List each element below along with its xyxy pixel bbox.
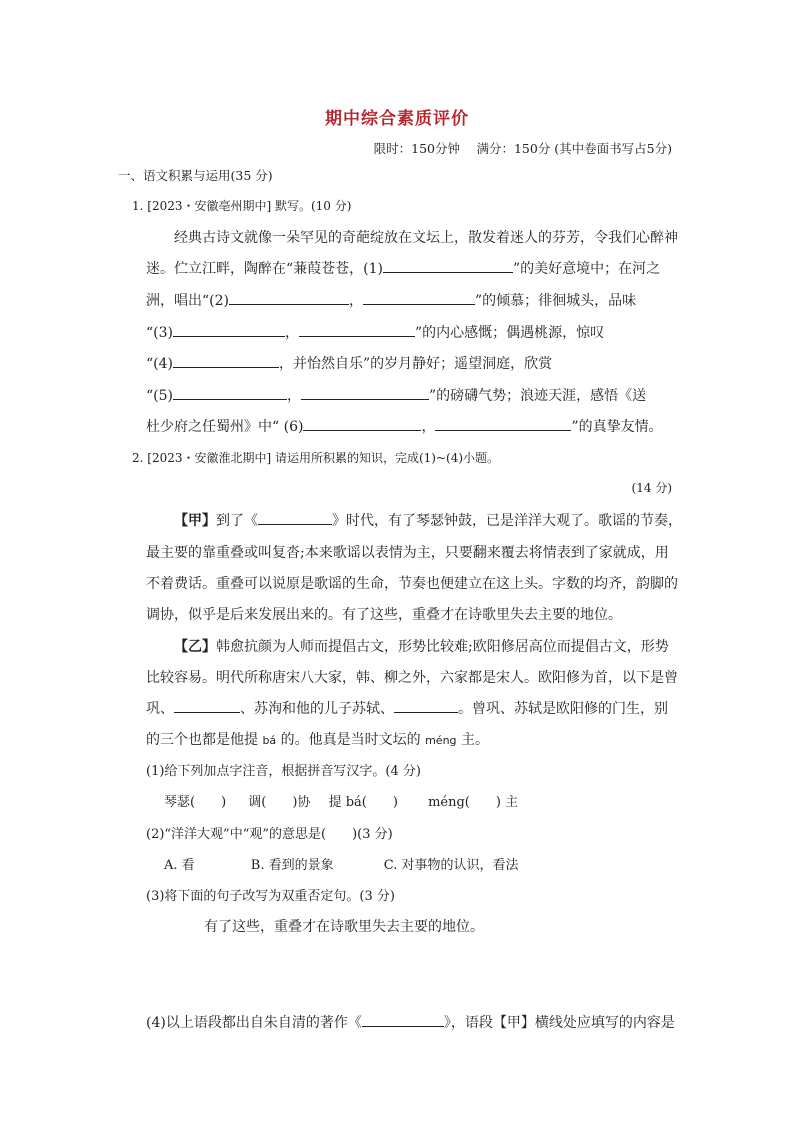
yi-line-3: 巩、 、苏洵和他的儿子苏轼、 。曾巩、苏轼是欧阳修的门生，别 (146, 698, 668, 718)
option-a[interactable]: A. 看 (164, 858, 195, 873)
book-title-blank[interactable] (362, 1012, 444, 1027)
answer-blank-3b[interactable] (299, 322, 415, 337)
yi-blank-1[interactable] (174, 698, 240, 713)
item-tiaoxie[interactable]: 调( )协 (248, 795, 311, 810)
option-b[interactable]: B. 看到的景象 (250, 858, 334, 873)
jia-label: 【甲】 (174, 513, 216, 529)
jia-line-1: 【甲】到了《 》时代，有了琴瑟钟鼓，已是洋洋大观了。歌谣的节奏， (174, 510, 682, 530)
q1-line-4: “(3) ， ”的内心感慨；偶遇桃源，惊叹 (146, 322, 670, 342)
jia-line-2: 最主要的靠重叠或叫复沓;本来歌谣以表情为主，只要翻来覆去将情表到了家就成，用 (146, 545, 669, 561)
item-qinse[interactable]: 琴瑟( ) (164, 795, 227, 810)
subquestion-2-options (164, 854, 519, 873)
answer-blank-6a[interactable] (303, 416, 421, 431)
page-title: 期中综合素质评价 (325, 109, 469, 129)
answer-blank-5a[interactable] (173, 385, 287, 400)
answer-blank-6b[interactable] (435, 416, 571, 431)
question-2-score: (14 分) (631, 481, 672, 495)
item-tiba[interactable]: 提 bá( ) (328, 795, 398, 810)
answer-blank-3a[interactable] (173, 322, 285, 337)
q1-line-1: 经典古诗文就像一朵罕见的奇葩绽放在文坛上，散发着迷人的芬芳，令我们心醉神 (174, 230, 678, 246)
answer-blank-4[interactable] (173, 353, 279, 368)
question-1-heading: 1. [2023・安徽亳州期中] 默写。(10 分) (132, 199, 352, 213)
question-2-heading: 2. [2023・安徽淮北期中] 请运用所积累的知识，完成(1)~(4)小题。 (132, 451, 500, 465)
q1-line-3: 洲，唱出“(2) ， ”的倾慕；徘徊城头，品味 (146, 290, 670, 310)
q1-line-6: “(5) ， ”的磅礴气势；浪迹天涯，感悟《送 (146, 385, 670, 405)
exam-meta: 限时：150分钟 满分：150分 (其中卷面书写占5分) (373, 141, 672, 156)
yi-line-4: 的三个也都是他提 bá 的。他真是当时文坛的 méng 主。 (146, 732, 489, 748)
item-mengzhu[interactable]: méng( ) 主 (428, 795, 519, 810)
answer-blank-2b[interactable] (363, 290, 475, 305)
q1-line-7: 杜少府之任蜀州》中“ (6) ， ”的真挚友情。 (146, 416, 670, 436)
yi-line-2: 比较容易。明代所称唐宋八大家，韩、柳之外，六家都是宋人。欧阳修为首，以下是曾 (146, 670, 678, 686)
answer-blank-2a[interactable] (229, 290, 349, 305)
section-heading: 一、语文积累与运用(35 分) (118, 168, 273, 183)
yi-line-1: 【乙】韩愈抗颜为人师而提倡古文，形势比较难;欧阳修居高位而提倡古文，形势 (174, 639, 669, 655)
q1-line-5: “(4) ，并怡然自乐”的岁月静好；遥望洞庭，欣赏 (146, 353, 670, 373)
subquestion-1-items (164, 791, 518, 810)
subquestion-3: (3)将下面的句子改写为双重否定句。(3 分) (146, 889, 395, 904)
jia-line-3: 不着费话。重叠可以说原是歌谣的生命，节奏也便建立在这上头。字数的均齐，韵脚的 (146, 576, 678, 592)
subquestion-4: (4)以上语段都出自朱自清的著作《 》，语段【甲】横线处应填写的内容是 (146, 1012, 675, 1032)
yi-label: 【乙】 (174, 639, 216, 655)
yi-blank-2[interactable] (394, 698, 458, 713)
jia-blank[interactable] (258, 510, 332, 525)
jia-line-4: 调协，似乎是后来发展出来的。有了这些，重叠才在诗歌里失去主要的地位。 (146, 607, 622, 623)
subquestion-2: (2)“洋洋大观”中“观”的意思是( )(3 分) (146, 827, 393, 842)
subquestion-1: (1)给下列加点字注音，根据拼音写汉字。(4 分) (146, 764, 421, 779)
answer-blank-5b[interactable] (301, 385, 429, 400)
q1-line-2: 迷。伫立江畔，陶醉在“蒹葭苍苍，(1) ”的美好意境中；在河之 (146, 258, 670, 278)
answer-blank-1[interactable] (383, 258, 513, 273)
subquestion-3-sentence: 有了这些，重叠才在诗歌里失去主要的地位。 (204, 919, 484, 935)
option-c[interactable]: C. 对事物的认识，看法 (383, 858, 519, 873)
